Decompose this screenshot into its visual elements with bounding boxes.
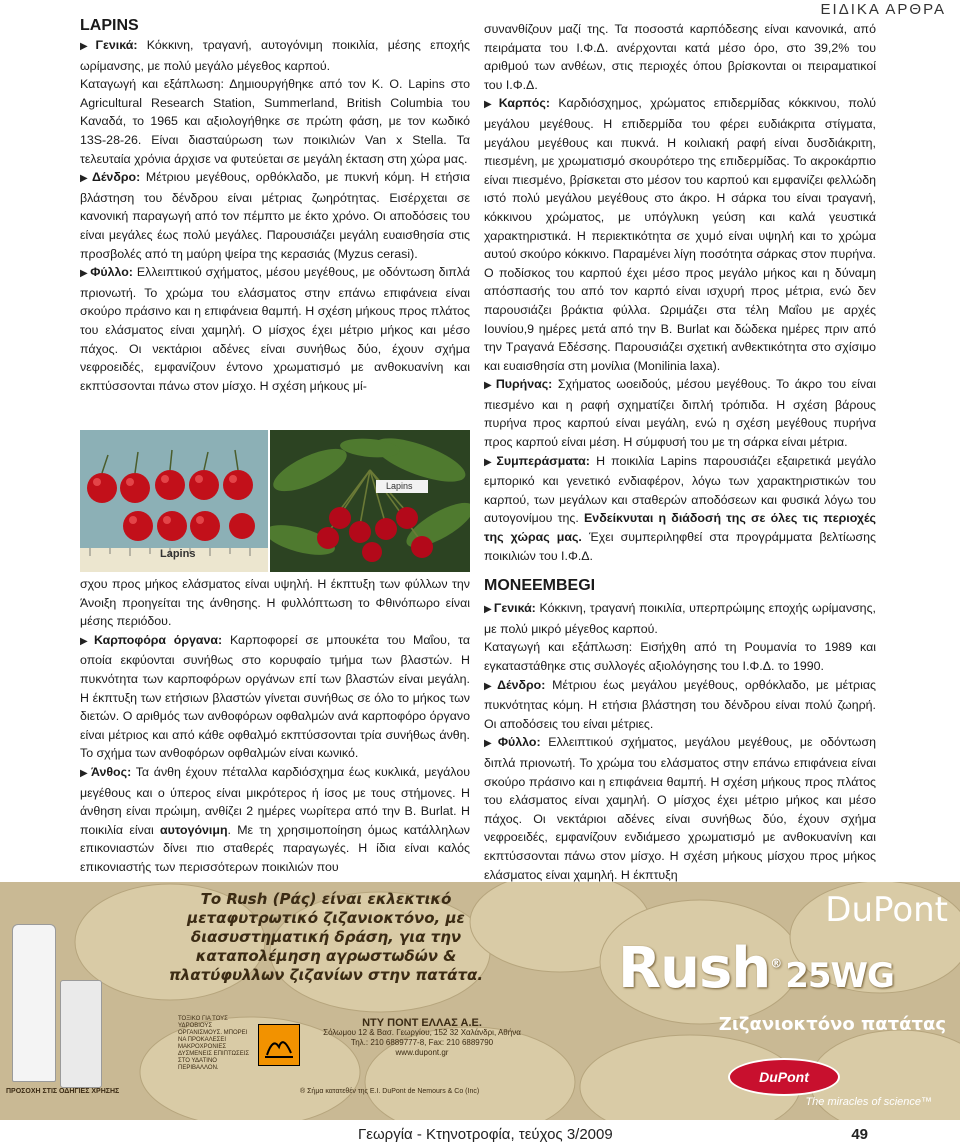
triangle-icon: ▶ [484,380,494,392]
text-conclusions-a: Η ποικιλία Lapins παρουσιάζει εξαιρετικά μεγάλο εμπορικό και γενετικό ενδιαφέρον, λόγω των χαρακτηριστικών του καρπού, των μεγάλων και σταθερών αποδόσεων και φυσικά λόγω του αυτογονίμου της. [484,453,876,526]
paragraph-leaf-cont: σχου προς μήκος ελάσματος είναι υψηλή. Η έκπτυξη των φύλλων την Άνοιξη προηγείται της άνθησης. Η φυλλόπτωση το Φθινόπωρο είναι μέσης περιόδου. [80,577,470,629]
label-fruiting-organs: Καρποφόρα όργανα: [94,632,223,647]
photo-row [80,430,470,572]
paragraph-stone [484,375,876,451]
paragraph-general-2 [484,599,876,638]
ad-address: Σόλωμου 12 & Βασ. Γεωργίου, 152 32 Χαλάνδρι, Αθήνα [323,1028,521,1037]
page-footer [0,1124,960,1148]
paragraph-conclusions [484,452,876,566]
product-bottle-large [12,924,56,1082]
text-leaf-2: Ελλειπτικού σχήματος, μεγάλου μεγέθους, με οδόντωση διπλά πριονωτή. Το χρώμα του ελάσματος στην επάνω επιφάνεια είναι σκούρο πράσινο και η επιφάνεια θαμπή. Η σχέση μήκους προς πλάτος του ελάσματος είναι χαμηλή. Ο μίσχος έχει μέτριο μήκος και μέσο πάχος. Οι νεκτάριοι αδένες είναι συνήθως δύο, έχουν σχήμα νεφροειδές, εμφανίζουν ενδιάμεσο χρωματισμό με ανθοκυανίνη και εκπτύσσονται πάνω στον μίσχο. Η σχέση μήκους μίσχου προς μήκος ελάσματος είναι χαμηλή. Η έκπτυξη [484,735,876,882]
text-stone: Σχήματος ωοειδούς, μέσου μεγέθους. Το άκρο του είναι πιεσμένο και η ραφή σχηματίζει διπλή τρόπιδα. Η σχέση βάρους πυρήνα προς καρπού είναι μεγάλη, ενώ η σχέση μεγέθους πυρήνα προς καρπού είναι μέση. Η σύμφυσή του με τη σάρκα είναι μέτρια. [484,377,876,450]
cherry-branch-image [270,430,470,572]
triangle-icon: ▶ [80,41,94,52]
label-conclusions: Συμπεράσματα: [496,453,590,468]
ad-trademark-note: ® Σήμα κατατεθέν της E.I. DuPont de Nemours & Co (Inc) [300,1088,480,1095]
ad-phone: Τηλ.: 210 6889777-8, Fax: 210 6889790 [350,1038,494,1047]
paragraph-fruit [484,94,876,375]
advertisement-rush [0,882,960,1120]
ad-tagline: The miracles of science™ [805,1096,932,1108]
triangle-icon: ▶ [484,738,496,750]
text-general-2: Κόκκινη, τραγανή ποικιλία, υπερπρώιμης εποχής ωρίμανσης, με πολύ μικρό μέγεθος καρπού. [484,601,876,636]
page-number: 49 [851,1126,868,1143]
photo-label-a: Lapins [160,548,196,560]
photo-cherries-ruler [80,430,268,572]
hazard-sign-icon [258,1024,300,1066]
left-column-upper [80,16,470,395]
paragraph-origin: Καταγωγή και εξάπλωση: Δημιουργήθηκε από τον K. O. Lapins στο Agricultural Research Station, Summerland, British Columbia του Καναδά, το 1965 και αξιολογήθηκε σε πρώτη φάση, με τον κωδικό 13S-28-26. Είναι διασταύρωση των ποικιλιών Van x Stella. Τα τελευταία χρόνια άρχισε να φυτεύεται σε μεγάλη έκταση στη χώρα μας. [80,77,470,166]
paragraph-flower [80,763,470,877]
label-stone: Πυρήνας: [495,377,553,392]
triangle-icon: ▶ [484,604,492,616]
triangle-icon: ▶ [484,680,496,692]
variety-title-lapins: LAPINS [80,17,139,34]
ad-subtitle: Ζιζανιοκτόνο πατάτας [718,1014,946,1035]
variety-title-moneembegi: MONEEMBEGI [484,577,596,595]
photo-cherry-branch [270,430,470,572]
label-leaf-2: Φύλλο: [497,735,541,750]
triangle-icon: ▶ [484,99,497,111]
triangle-icon: ▶ [484,456,495,468]
text-leaf: Ελλειπτικού σχήματος, μέσου μεγέθους, με οδόντωση διπλά πριονωτή. Το χρώμα του ελάσματος στην επάνω επιφάνεια είναι σκούρο πράσινο και η επιφάνεια θαμπή. Η σχέση μήκους προς πλάτος του ελάσματος είναι χαμηλή. Ο μίσχος έχει μέτριο μήκος και μέσο πάχος. Οι νεκτάριοι αδένες είναι συνήθως δύο, έχουν σχήμα νεφροειδές, εμφανίζουν έντονο χρωματισμό με ανθοκυανίνη και εκπτύσσονται πάνω στον μίσχο. Η σχέση μήκους μί- [80,265,470,393]
ad-product-suffix: 25WG [785,956,894,996]
ad-product-rush: Rush [618,936,771,1001]
ad-warning-text: ΤΟΞΙΚΟ ΓΙΑ ΤΟΥΣ ΥΔΡΟΒΙΟΥΣ ΟΡΓΑΝΙΣΜΟΥΣ. ΜΠΟΡΕΙ ΝΑ ΠΡΟΚΑΛΕΣΕΙ ΜΑΚΡΟΧΡΟΝΙΕΣ ΔΥΣΜΕΝΕΙΣ ΕΠΙΠΤΩΣΕΙΣ ΣΤΟ ΥΔΑΤΙΝΟ ΠΕΡΙΒΑΛΛΟΝ. [178,1016,250,1071]
triangle-icon: ▶ [80,767,89,779]
text-fruit: Καρδιόσχημος, χρώματος επιδερμίδας κόκκινου, πολύ μεγάλου μεγέθους. Η επιδερμίδα του φέρει ευδιάκριτα στίγματα, μεγάλου μεγέθους και πυκνά. Η κοιλιακή ραφή είναι δυσδιάκριτη, πιεσμένη, με χρωματισμό σκουρότερο της επιδερμίδας. Το ακροκάρπιο είναι πιεσμένο, βρίσκεται στο μέσον του καρπού και εμφανίζει φελλώδη ιστό πολύ μεγάλου μεγέθους στο άκρο. Η σάρκα του είναι τραγανή, κόκκινου χρώματος, με υπόγλυκη γεύση και καλά γευστικά χαρακτηριστικά. Η περιεκτικότητα σε χυμό είναι υψηλή και το χρώμα αυτού σκούρο κόκκινο. Παραμένει λίγη ποσότητα σάρκας στον πυρήνα. Ο ποδίσκος του καρπού έχει μέσο προς μεγάλο μήκος και η δύναμη απόσπασής του από τον καρπό είναι ισχυρή προς μέτρια, ενώ δεν παρουσιάζει βράκτια φύλλα. Ωριμάζει στα τέλη Μαΐου με αρχές Ιουνίου,9 ημέρες μετά από την B. Burlat και δώδεκα ημέρες πριν από την Τραγανά Εδέσσης. Παρουσιάζει σχετική ανθεκτικότητα στο σχίσιμο και ευαισθησία στη μονίλια (Monilinia laxa). [484,96,876,373]
text-general: Κόκκινη, τραγανή, αυτογόνιμη ποικιλία, μέσης εποχής ωρίμανσης, με πολύ μεγάλο μέγεθος καρπού. [80,38,470,73]
ad-product-name [618,936,894,1001]
text-conclusions-bold: Ενδείκνυται η διάδοσή της σε όλες τις περιοχές της χώρας μας. [484,511,876,545]
text-flower-a: Τα άνθη έχουν πέταλλα καρδιόσχημα έως κυκλικά, μεγάλου μεγέθους και ο ύπερος είναι μικρότερος ή ίσος με τους στήμονες. Η άνθηση είναι πρώιμη, ανθίζει 2 ημέρες νωρίτερα από την B. Burlat. Η ποικιλία είναι [80,764,470,837]
label-fruit: Καρπός: [498,96,550,111]
left-column-lower [80,575,470,877]
ad-contact-block [312,1018,532,1058]
paragraph-leaf-2 [484,733,876,884]
triangle-icon: ▶ [80,268,89,280]
ad-registered-mark: ® [770,956,782,971]
ad-brand-dupont: DuPont [825,890,948,930]
journal-title: Γεωργία - Κτηνοτροφία, τεύχος 3/2009 [358,1126,613,1143]
label-general-2: Γενικά: [493,601,536,616]
section-tag: ΕΙΔΙΚΑ ΑΡΘΡΑ [820,1,946,18]
text-tree-2: Μέτριου έως μεγάλου μεγέθους, ορθόκλαδο, με μέτριας πυκνότητας κόμη. Η ετήσια βλάστηση του δένδρου είναι πολύ ζωηρή. Οι αποδόσεις του είναι μέτριες. [484,677,876,731]
paragraph-origin-2: Καταγωγή και εξάπλωση: Εισήχθη από τη Ρουμανία το 1989 και εγκαταστάθηκε στις συλλογές αξιολόγησης του Ι.Φ.Δ. το 1990. [484,640,876,673]
paragraph-pollination: συνανθίζουν μαζί της. Τα ποσοστά καρπόδεσης είναι κανονικά, από πειράματα του Ι.Φ.Δ. ανέρχονται κατά μέσο όρο, στο 39,2% του αριθμού των ανθέων, στις περιοχές όπου βρίσκονται οι πειραματικοί του Ι.Φ.Δ. [484,22,876,92]
paragraph-fruiting-organs [80,631,470,763]
text-conclusions-b: Έχει συμπεριληφθεί στα προγράμματα βελτίωσης ποικιλιών του Ι.Φ.Δ. [484,530,876,563]
label-tree: Δένδρο: [91,170,141,185]
paragraph-leaf [80,263,470,395]
paragraph-tree-2 [484,676,876,734]
paragraph-general [80,36,470,75]
triangle-icon: ▶ [80,173,90,185]
ad-company-name: ΝΤΥ ΠΟΝΤ ΕΛΛΑΣ Α.Ε. [362,1017,482,1029]
photo-label-b: Lapins [386,481,413,491]
triangle-icon: ▶ [80,635,93,647]
dupont-logo: DuPont [728,1058,840,1096]
ad-brand-block [618,890,948,1010]
text-fruiting-organs: Καρποφορεί σε μπουκέτα του Μαΐου, τα οποία εκφύονται συνήθως στο κορυφαίο τμήμα των βλαστών. Η πυκνότητα των καρποφόρων οργάνων επί των βλαστών είναι μεγάλη. Η έκπτυξη των ετήσιων βλαστών γίνεται συνήθως σε όλο το μήκος των διετών. Ο αριθμός των ανθοφόρων οφθαλμών ανά καρποφόρο όργανο είναι μέτριος και από κάθε οφθαλμό εκπτύσσονται τρία συνήθως άνθη. Το σχήμα των ανθοφόρων οφθαλμών είναι κωνικό. [80,632,470,761]
right-column [484,20,876,884]
text-flower-bold: αυτογόνιμη [160,822,228,837]
ad-precaution-text: ΠΡΟΣΟΧΗ ΣΤΙΣ ΟΔΗΓΙΕΣ ΧΡΗΣΗΣ [6,1088,120,1095]
label-leaf: Φύλλο: [90,265,133,280]
label-flower: Άνθος: [90,764,132,779]
ad-website: www.dupont.gr [395,1048,449,1057]
ad-headline: Το Rush (Ράς) είναι εκλεκτικό μεταφυτρωτικό ζιζανιοκτόνο, με διασυστηματική δράση, για την καταπολέμηση αγρωστωδών & πλατύφυλλων ζιζανίων στην πατάτα. [168,890,484,984]
text-flower-b: . Με τη χρησιμοποίηση όμως κατάλληλων επικονιαστών δίνει πιο σταθερές παραγωγές. Η ίδια είναι καλός επικονιαστής των περισσότερων ποικιλιών που [80,822,470,874]
label-tree-2: Δένδρο: [497,677,546,692]
label-general: Γενικά: [95,38,138,52]
text-tree: Μέτριου μεγέθους, ορθόκλαδο, με πυκνή κόμη. Η ετήσια βλάστηση του δένδρου είναι μέτριας ζωηρότητας. Εισέρχεται σε κανονική παραγωγή από τον πέμπτο με έκτο χρόνο. Οι αποδόσεις του είναι μεγάλες έως πολύ μεγάλες. Παρουσιάζει μεγάλη ευαισθησία στις προσβολές από τη μαύρη ψείρα της κερασιάς (Myzus cerasi). [80,170,470,261]
product-bottle-small [60,980,102,1088]
paragraph-tree [80,168,470,263]
